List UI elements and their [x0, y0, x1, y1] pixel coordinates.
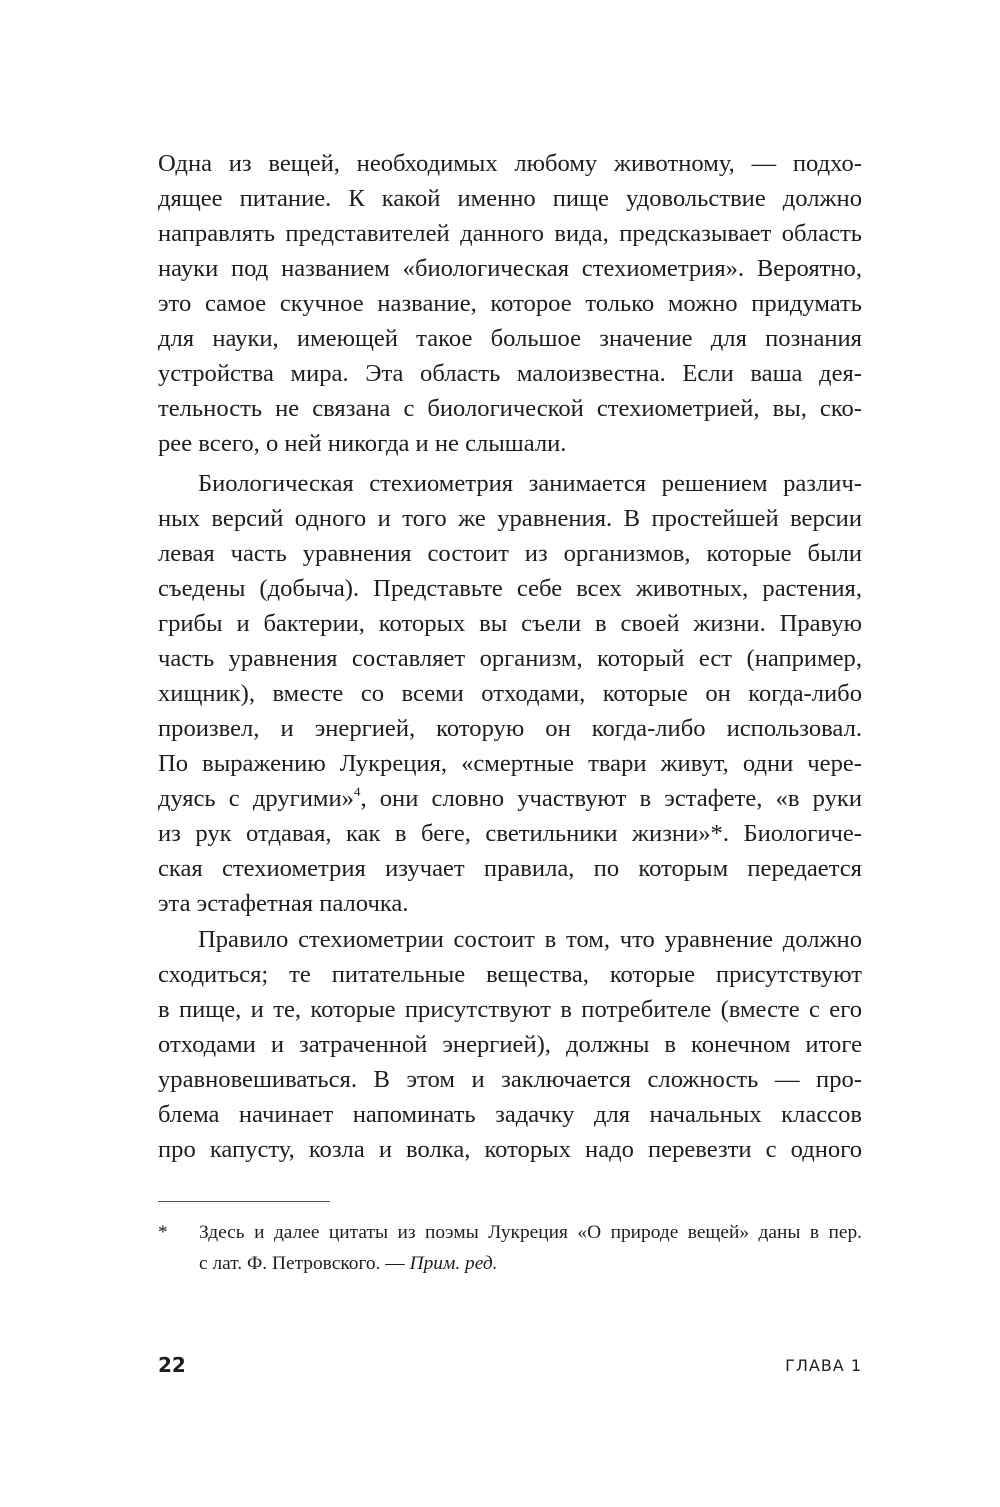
text-line: направлять представителей данного вида, предсказывает область — [158, 220, 862, 247]
text-line: съедены (добыча). Представьте себе всех животных, растения, — [158, 575, 862, 602]
text-line: часть уравнения составляет организм, который ест (например, — [158, 645, 862, 672]
text-line: рее всего, о ней никогда и не слышали. — [158, 430, 567, 457]
text-line: про капусту, козла и волка, которых надо перевезти с одного — [158, 1136, 862, 1163]
text-line: Биологическая стехиометрия занимается решением различ- — [198, 470, 862, 497]
text-line: дящее питание. К какой именно пище удовольствие должно — [158, 185, 862, 212]
text-line: эта эстафетная палочка. — [158, 890, 409, 917]
text-line: отходами и затраченной энергией), должны в конечном итоге — [158, 1031, 862, 1058]
text-line: из рук отдавая, как в беге, светильники жизни»*. Биологиче- — [158, 820, 862, 847]
text-line: ская стехиометрия изучает правила, по которым передается — [158, 855, 862, 882]
editor-note: Прим. ред. — [409, 1253, 498, 1274]
text-line: хищник), вместе со всеми отходами, которые он когда-либо — [158, 680, 862, 707]
footnote-ref-4[interactable]: 4 — [353, 784, 361, 799]
text-line: Одна из вещей, необходимых любому животному, — подхо- — [158, 150, 862, 177]
text-line: тельность не связана с биологической стехиометрией, вы, ско- — [158, 395, 862, 422]
text-line: По выражению Лукреция, «смертные твари живут, одни чере- — [158, 750, 862, 777]
text-line: ных версий одного и того же уравнения. В простейшей версии — [158, 505, 862, 532]
text-line: в пище, и те, которые присутствуют в потребителе (вместе с его — [158, 996, 862, 1023]
footnote-line — [199, 1249, 862, 1279]
footnote-marker: * — [158, 1222, 168, 1243]
text-line-with-footnote-ref — [158, 781, 862, 817]
text-line: науки под названием «биологическая стехиометрия». Вероятно, — [158, 255, 862, 282]
text-line: уравновешиваться. В этом и заключается сложность — про- — [158, 1066, 862, 1093]
text-fragment: , они словно участвуют в эстафете, «в руки — [360, 785, 862, 812]
text-line: произвел, и энергией, которую он когда-либо использовал. — [158, 715, 862, 742]
text-line: Правило стехиометрии состоит в том, что уравнение должно — [198, 926, 862, 953]
text-line: это самое скучное название, которое только можно придумать — [158, 290, 862, 317]
footnote-divider — [158, 1201, 330, 1202]
text-fragment: дуясь с другими» — [158, 785, 354, 812]
text-line: для науки, имеющей такое большое значение для познания — [158, 325, 862, 352]
text-line: блема начинает напоминать задачку для начальных классов — [158, 1101, 862, 1128]
text-line: левая часть уравнения состоит из организмов, которые были — [158, 540, 862, 567]
page-number: 22 — [158, 1353, 186, 1377]
footnote-text: с лат. Ф. Петровского. — — [199, 1253, 410, 1274]
text-line: грибы и бактерии, которых вы съели в своей жизни. Правую — [158, 610, 862, 637]
chapter-label: ГЛАВА 1 — [785, 1356, 862, 1375]
text-line: сходиться; те питательные вещества, которые присутствуют — [158, 961, 862, 988]
footnote-line: Здесь и далее цитаты из поэмы Лукреция «О природе вещей» даны в пер. — [199, 1222, 862, 1243]
text-line: устройства мира. Эта область малоизвестна. Если ваша дея- — [158, 360, 862, 387]
